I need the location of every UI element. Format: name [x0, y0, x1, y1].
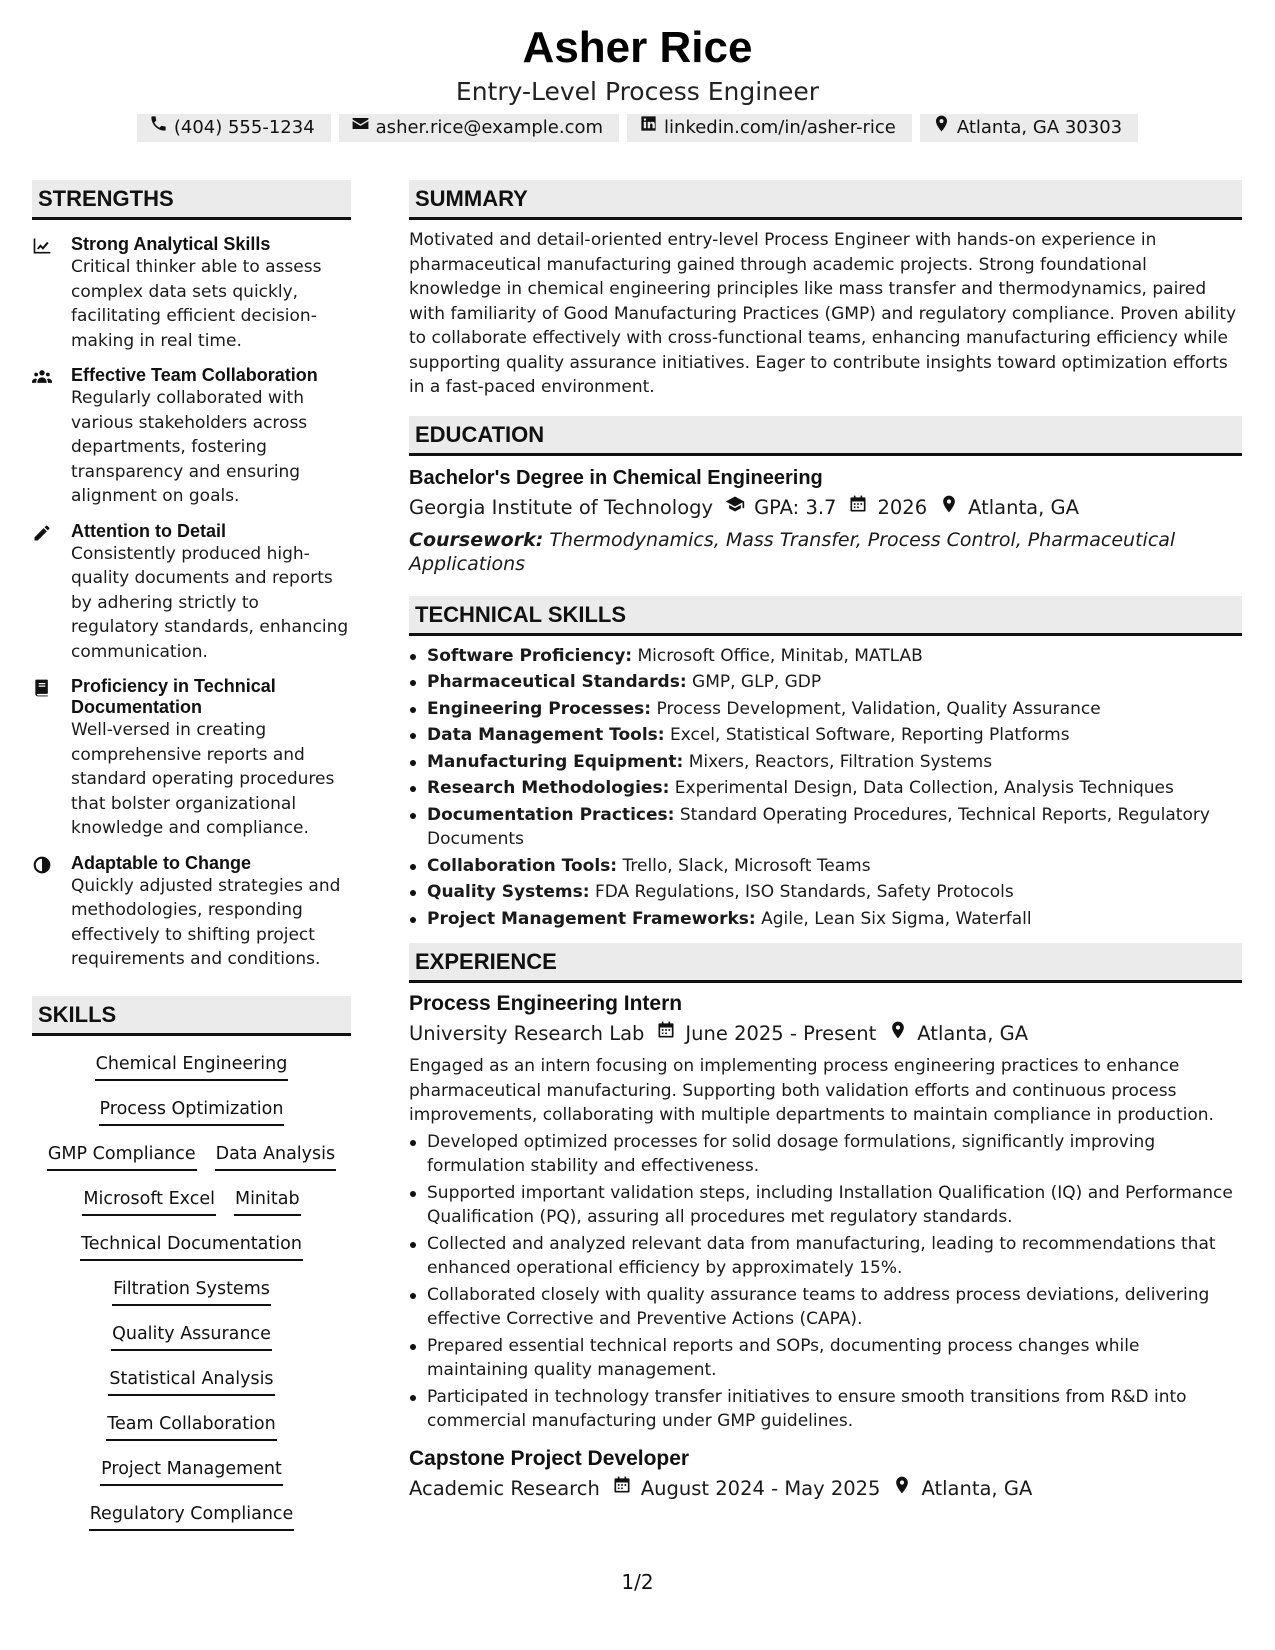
list-item: Developed optimized processes for solid dosage formulations, significantly improving formulation stability and effectiveness.	[409, 1130, 1242, 1179]
job-title: Capstone Project Developer	[409, 1446, 690, 1470]
list-item: Data Management Tools: Excel, Statistical Software, Reporting Platforms	[409, 723, 1242, 748]
skill-tag: Team Collaboration	[106, 1412, 276, 1441]
email-text: asher.rice@example.com	[375, 117, 604, 138]
list-item: Quality Systems: FDA Regulations, ISO Standards, Safety Protocols	[409, 880, 1242, 905]
envelope-icon	[351, 114, 370, 142]
skill-tag: Process Optimization	[99, 1097, 285, 1126]
strength-description: Regularly collaborated with various stakeholders across departments, fostering transparency and ensuring alignment on goals.	[71, 388, 308, 506]
coursework	[409, 528, 1242, 576]
skill-tag: Technical Documentation	[80, 1232, 303, 1261]
calendar-icon	[848, 494, 877, 522]
candidate-role: Entry-Level Process Engineer	[455, 77, 820, 106]
job-org: University Research Lab	[409, 1022, 645, 1045]
strength-description: Quickly adjusted strategies and methodologies, responding effectively to shifting project requirements and conditions.	[71, 875, 341, 969]
skill-tag: Data Analysis	[215, 1142, 336, 1171]
pencil-icon	[32, 523, 52, 543]
page-number: 1/2	[621, 1570, 654, 1594]
strength-item	[32, 234, 351, 353]
resume-header	[0, 22, 1275, 142]
skill-tag: Regulatory Compliance	[89, 1502, 295, 1531]
school-name: Georgia Institute of Technology	[409, 495, 714, 519]
job-dates: June 2025 - Present	[685, 1022, 877, 1045]
contact-phone[interactable]	[137, 114, 331, 142]
linkedin-icon	[639, 114, 658, 142]
calendar-icon	[656, 1020, 685, 1048]
candidate-name: Asher Rice	[522, 23, 753, 72]
strength-title: Proficiency in Technical Documentation	[71, 676, 276, 717]
job-location: Atlanta, GA	[917, 1022, 1029, 1045]
strength-item	[32, 853, 351, 972]
phone-icon	[149, 114, 168, 142]
skill-tag: Minitab	[234, 1187, 301, 1216]
list-item: Research Methodologies: Experimental Design, Data Collection, Analysis Techniques	[409, 776, 1242, 801]
map-pin-icon	[888, 1020, 917, 1048]
skill-tag: Chemical Engineering	[95, 1052, 289, 1081]
list-item: Engineering Processes: Process Development, Validation, Quality Assurance	[409, 697, 1242, 722]
half-circle-icon	[32, 855, 52, 875]
job-summary: Engaged as an intern focusing on implementing process engineering practices to enhance pharmaceutical manufacturing. Supporting both validation efforts and continuous process improvements, collaborating with multiple departments to maintain compliance in production.	[409, 1056, 1214, 1125]
skill-tag: Project Management	[100, 1457, 283, 1486]
graduation-cap-icon	[725, 494, 754, 522]
contact-location	[920, 114, 1138, 142]
list-item: Collaboration Tools: Trello, Slack, Microsoft Teams	[409, 854, 1242, 879]
job-org: Academic Research	[409, 1476, 600, 1500]
right-column	[409, 180, 1242, 1503]
job-dates: August 2024 - May 2025	[640, 1476, 881, 1500]
skill-tag: Quality Assurance	[111, 1322, 272, 1351]
summary-text: Motivated and detail-oriented entry-level Process Engineer with hands-on experience in pharmaceutical manufacturing gained through academic projects. Strong foundational knowledge in chemical engineering principles like mass transfer and thermodynamics, paired with familiarity of Good Manufacturing Practices (GMP) and regulatory compliance. Proven ability to collaborate effectively with cross-functional teams, enhancing manufacturing efficiency while supporting quality assurance initiatives. Eager to contribute insights toward optimization efforts in a fast-paced environment.	[409, 230, 1237, 397]
education-location: Atlanta, GA	[968, 495, 1079, 519]
list-item: Software Proficiency: Microsoft Office, Minitab, MATLAB	[409, 644, 1242, 669]
technical-skills-list	[409, 644, 1242, 932]
users-icon	[32, 367, 52, 387]
skill-tag: GMP Compliance	[47, 1142, 197, 1171]
list-item: Collected and analyzed relevant data from manufacturing, leading to recommendations that enhanced operational efficiency by approximately 15%.	[409, 1232, 1242, 1281]
strength-item	[32, 365, 351, 509]
strength-title: Effective Team Collaboration	[71, 365, 318, 385]
degree-title: Bachelor's Degree in Chemical Engineering	[409, 466, 823, 489]
skills-heading: SKILLS	[32, 996, 351, 1036]
chart-line-icon	[32, 236, 52, 256]
list-item: Collaborated closely with quality assurance teams to address process deviations, delivering effective Corrective and Preventive Actions (CAPA).	[409, 1283, 1242, 1332]
job-location: Atlanta, GA	[921, 1476, 1033, 1500]
job-title: Process Engineering Intern	[409, 992, 683, 1015]
phone-text: (404) 555-1234	[173, 117, 315, 138]
list-item: Project Management Frameworks: Agile, Lean Six Sigma, Waterfall	[409, 907, 1242, 932]
graduation-year: 2026	[877, 495, 928, 519]
strength-item	[32, 676, 351, 841]
list-item: Participated in technology transfer initiatives to ensure smooth transitions from R&D into commercial manufacturing under GMP guidelines.	[409, 1385, 1242, 1434]
job-meta	[409, 1475, 1242, 1503]
strengths-heading: STRENGTHS	[32, 180, 351, 220]
list-item: Prepared essential technical reports and SOPs, documenting process changes while maintaining quality management.	[409, 1334, 1242, 1383]
education-meta	[409, 494, 1242, 522]
location-text: Atlanta, GA 30303	[956, 117, 1123, 138]
coursework-list: Thermodynamics, Mass Transfer, Process Control, Pharmaceutical Applications	[409, 528, 1176, 575]
map-pin-icon	[932, 114, 951, 142]
coursework-label: Coursework:	[409, 528, 544, 551]
list-item: Pharmaceutical Standards: GMP, GLP, GDP	[409, 670, 1242, 695]
list-item: Documentation Practices: Standard Operating Procedures, Technical Reports, Regulatory Documents	[409, 803, 1242, 852]
education-heading: EDUCATION	[409, 416, 1242, 456]
strength-description: Consistently produced high-quality documents and reports by adhering strictly to regulatory standards, enhancing communication.	[71, 543, 349, 662]
skill-tag: Microsoft Excel	[82, 1187, 216, 1216]
calendar-icon	[612, 1475, 641, 1503]
experience-heading: EXPERIENCE	[409, 943, 1242, 983]
list-item: Supported important validation steps, including Installation Qualification (IQ) and Performance Qualification (PQ), assuring all procedures met regulatory standards.	[409, 1181, 1242, 1230]
left-column	[32, 180, 351, 1541]
skill-tag: Statistical Analysis	[108, 1367, 274, 1396]
job-bullets	[409, 1130, 1242, 1434]
linkedin-text: linkedin.com/in/asher-rice	[664, 117, 896, 138]
map-pin-icon	[892, 1475, 921, 1503]
strength-description: Well-versed in creating comprehensive reports and standard operating procedures that bolster organizational knowledge and compliance.	[71, 720, 335, 838]
summary-heading: SUMMARY	[409, 180, 1242, 220]
job-meta	[409, 1020, 1242, 1048]
list-item: Manufacturing Equipment: Mixers, Reactors, Filtration Systems	[409, 750, 1242, 775]
skill-tag: Filtration Systems	[112, 1277, 271, 1306]
book-icon	[32, 678, 52, 698]
skills-list	[32, 1036, 351, 1541]
contact-email[interactable]	[339, 114, 619, 142]
strength-description: Critical thinker able to assess complex data sets quickly, facilitating efficient decision-making in real time.	[71, 257, 322, 351]
contact-linkedin[interactable]	[627, 114, 912, 142]
strength-title: Adaptable to Change	[71, 852, 252, 873]
technical-skills-heading: TECHNICAL SKILLS	[409, 596, 1242, 636]
job-entry	[409, 1446, 1242, 1503]
strength-title: Strong Analytical Skills	[71, 234, 271, 254]
strength-title: Attention to Detail	[71, 520, 226, 541]
gpa-text: GPA: 3.7	[754, 495, 837, 519]
strength-item	[32, 521, 351, 665]
contact-bar	[0, 114, 1275, 142]
map-pin-icon	[939, 494, 968, 522]
job-entry	[409, 991, 1242, 1434]
